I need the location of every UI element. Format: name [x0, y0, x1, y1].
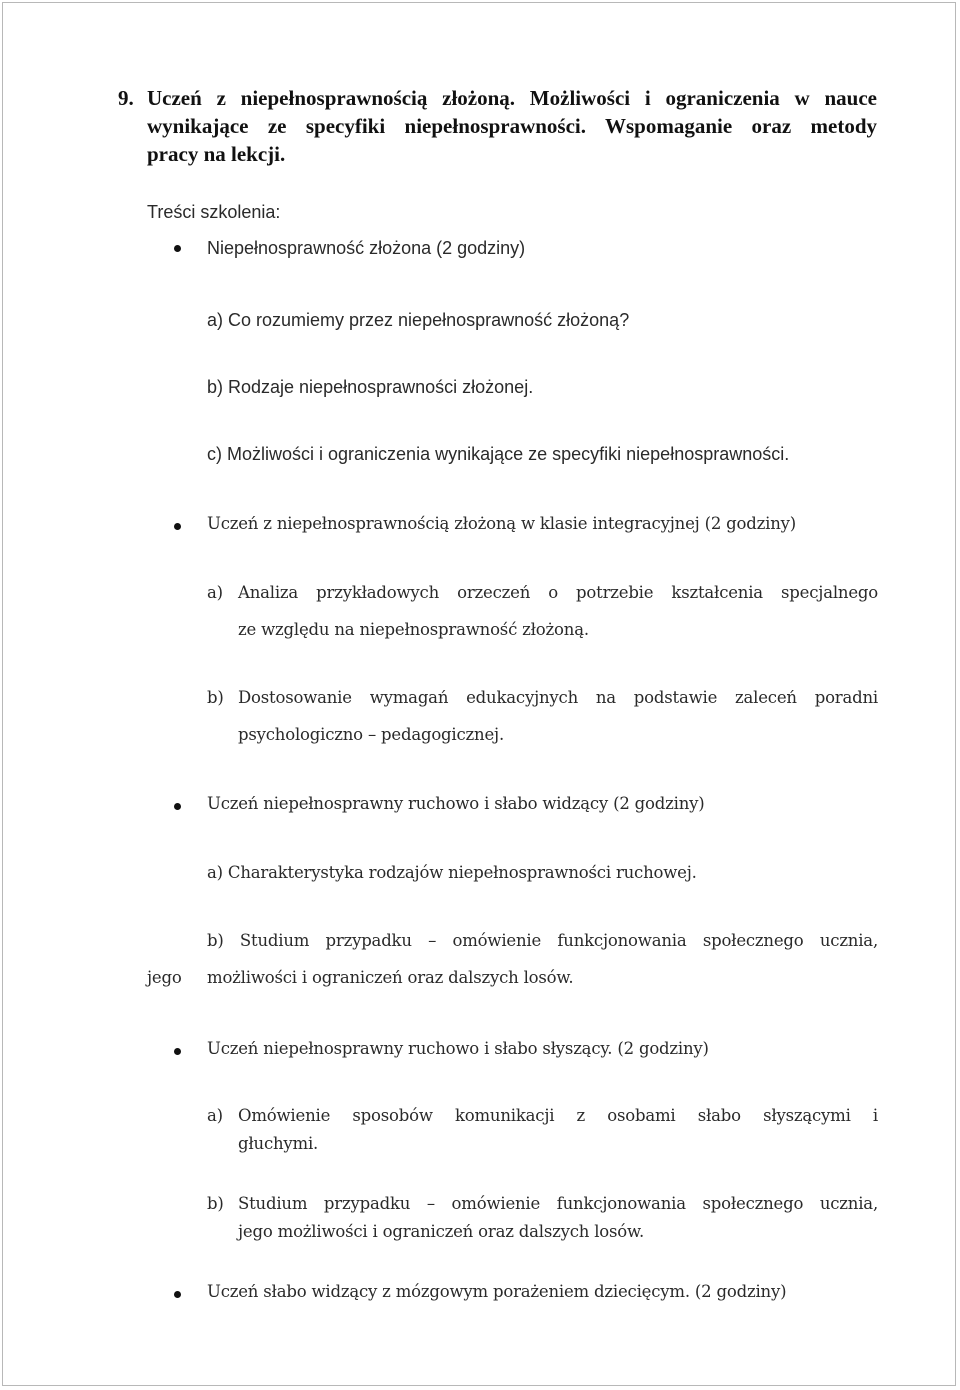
- section-number: 9.: [118, 86, 134, 110]
- topic-title: Niepełnosprawność złożona (2 godziny): [207, 238, 526, 258]
- topic-title: Uczeń niepełnosprawny ruchowo i słabo widzący (2 godziny): [207, 794, 705, 813]
- bullet-icon: [174, 1291, 181, 1298]
- topic-title: Uczeń niepełnosprawny ruchowo i słabo słyszący. (2 godziny): [207, 1039, 709, 1058]
- bullet-icon: [174, 1048, 181, 1055]
- training-label: Treści szkolenia:: [147, 202, 281, 222]
- topic-item: a) Charakterystyka rodzajów niepełnosprawności ruchowej.: [207, 863, 697, 882]
- section-title-line-1: Uczeń z niepełnosprawnością złożoną. Możliwości i ograniczenia w nauce: [147, 86, 877, 110]
- topic-item-prefix: jego: [147, 968, 182, 987]
- topic-item-line-1: Analiza przykładowych orzeczeń o potrzebie kształcenia specjalnego: [238, 583, 878, 602]
- bullet-icon: [174, 523, 181, 530]
- topic-item: b) Rodzaje niepełnosprawności złożonej.: [207, 377, 534, 397]
- topic-item-line-2: możliwości i ograniczeń oraz dalszych losów.: [207, 968, 574, 987]
- topic-item-line-2: jego możliwości i ograniczeń oraz dalszych losów.: [238, 1222, 645, 1241]
- topic-item-line-1: Omówienie sposobów komunikacji z osobami słabo słyszącymi i: [238, 1106, 878, 1125]
- item-marker: b): [207, 1194, 224, 1213]
- section-title-line-3: pracy na lekcji.: [147, 142, 286, 166]
- item-marker: a): [207, 1106, 223, 1125]
- bullet-icon: [174, 803, 181, 810]
- bullet-icon: [174, 245, 181, 252]
- topic-item-line-1: b) Studium przypadku – omówienie funkcjonowania społecznego ucznia,: [207, 931, 878, 950]
- topic-item-line-2: psychologiczno – pedagogicznej.: [238, 725, 504, 744]
- item-marker: a): [207, 583, 223, 602]
- topic-title: Uczeń słabo widzący z mózgowym porażeniem dziecięcym. (2 godziny): [207, 1282, 787, 1301]
- topic-item-line-1: Dostosowanie wymagań edukacyjnych na podstawie zaleceń poradni: [238, 688, 878, 707]
- topic-item-line-2: głuchymi.: [238, 1134, 319, 1153]
- topic-item: c) Możliwości i ograniczenia wynikające ze specyfiki niepełnosprawności.: [207, 444, 790, 464]
- topic-item-line-2: ze względu na niepełnosprawność złożoną.: [238, 620, 589, 639]
- topic-title: Uczeń z niepełnosprawnością złożoną w klasie integracyjnej (2 godziny): [207, 514, 796, 533]
- section-title-line-2: wynikające ze specyfiki niepełnosprawności. Wspomaganie oraz metody: [147, 114, 877, 138]
- topic-item-line-1: Studium przypadku – omówienie funkcjonowania społecznego ucznia,: [238, 1194, 878, 1213]
- topic-item: a) Co rozumiemy przez niepełnosprawność złożoną?: [207, 310, 630, 330]
- item-marker: b): [207, 688, 224, 707]
